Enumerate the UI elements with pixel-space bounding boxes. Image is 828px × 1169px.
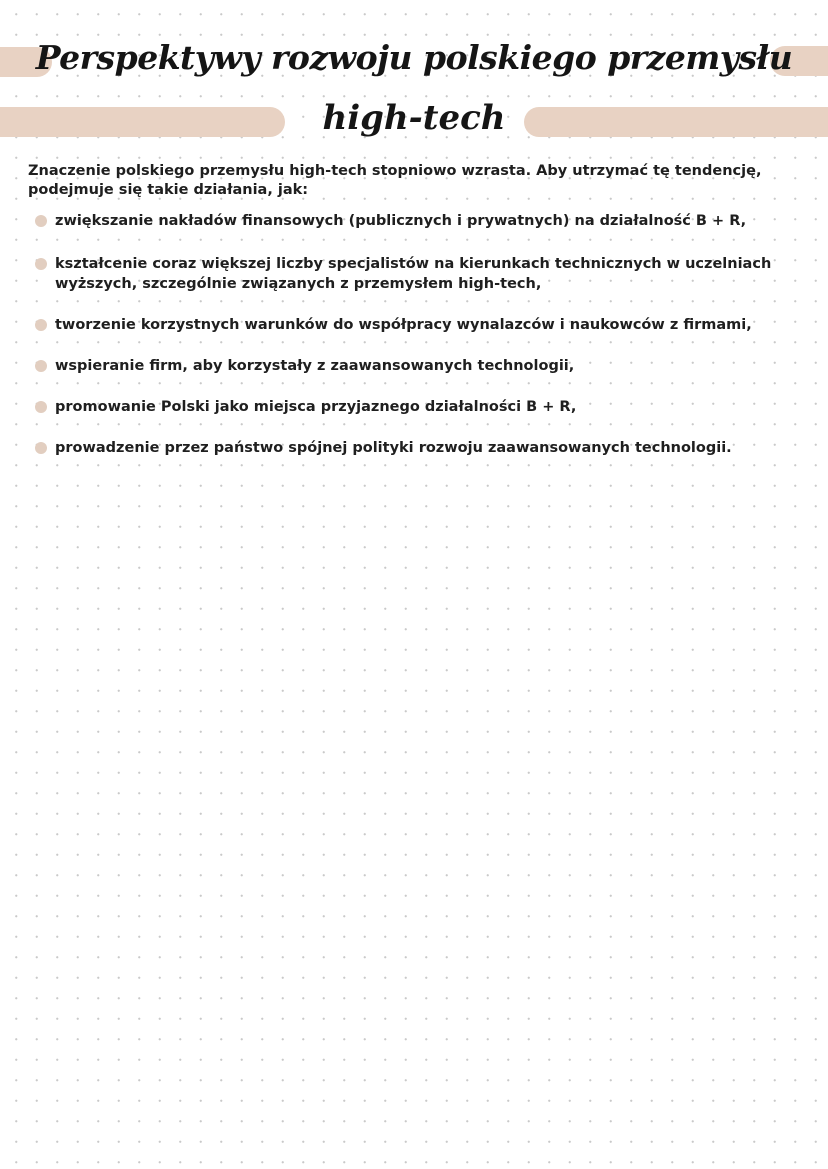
list-item [55, 438, 785, 458]
list-item-text: wspieranie firm, aby korzystały z zaawansowanych technologii, [55, 358, 575, 374]
bullet-dot-icon [35, 258, 47, 270]
bullet-dot-icon [35, 319, 47, 331]
list-item [55, 397, 785, 417]
bullet-dot-icon [35, 360, 47, 372]
list-item-text: prowadzenie przez państwo spójnej polityki rozwoju zaawansowanych technologii. [55, 440, 732, 456]
page-title-line-2: high-tech [322, 98, 506, 138]
list-item-text: zwiększanie nakładów finansowych (publicznych i prywatnych) na działalność B + R, [55, 213, 747, 229]
bullet-dot-icon [35, 401, 47, 413]
list-item [55, 315, 785, 335]
list-item-text: promowanie Polski jako miejsca przyjaznego działalności B + R, [55, 399, 577, 415]
list-item-text: kształcenie coraz większej liczby specjalistów na kierunkach technicznych w uczelniach wyższych, szczególnie związanych z przemysłem high-tech, [55, 256, 772, 292]
bullet-dot-icon [35, 442, 47, 454]
intro-paragraph: Znaczenie polskiego przemysłu high-tech stopniowo wzrasta. Aby utrzymać tę tendencję, podejmuje się takie działania, jak: [28, 163, 762, 198]
bullet-dot-icon [35, 215, 47, 227]
page-title-line-1: Perspektywy rozwoju polskiego przemysłu [35, 38, 793, 77]
list-item [55, 356, 785, 376]
list-item [55, 211, 785, 231]
list-item [55, 254, 785, 294]
list-item-text: tworzenie korzystnych warunków do współpracy wynalazców i naukowców z firmami, [55, 317, 752, 333]
